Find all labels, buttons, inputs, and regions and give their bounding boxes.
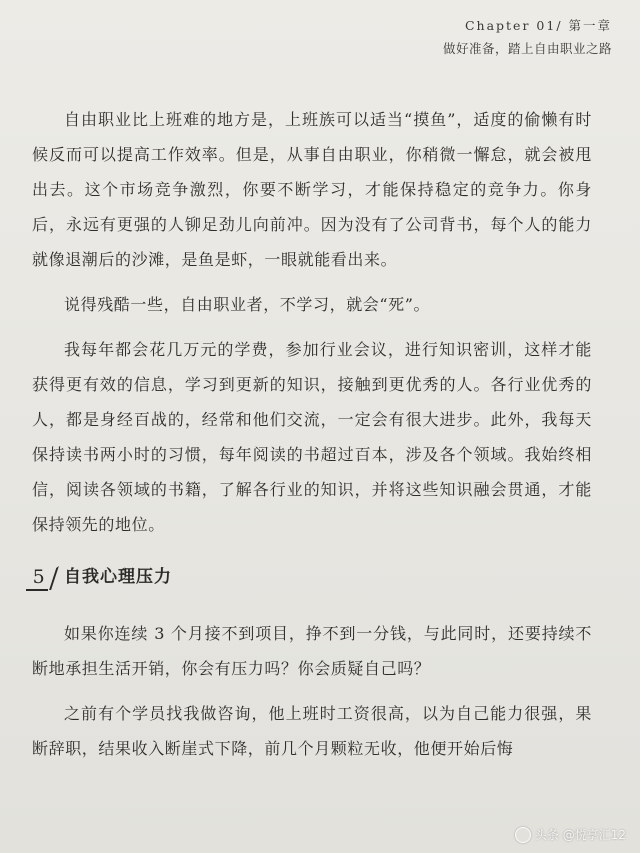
section-heading [26,560,592,594]
watermark [515,826,626,843]
page-body [32,102,592,776]
running-header [443,16,612,57]
chapter-label: Chapter 01/ 第一章 [464,18,612,33]
section-number: 5 [26,562,52,592]
chapter-subtitle: 做好准备，踏上自由职业之路 [442,41,612,56]
paragraph: 自由职业比上班难的地方是，上班族可以适当“摸鱼”，适度的偷懒有时候反而可以提高工作效率。但是，从事自由职业，你稍微一懈怠，就会被甩出去。这个市场竞争激烈，你要不断学习，才能保持稳定的竞争力。你身后，永远有更强的人铆足劲儿向前冲。因为没有了公司背书，每个人的能力就像退潮后的沙滩，是鱼是虾，一眼就能看出来。 [32,110,592,269]
section-title: 自我心理压力 [64,566,172,587]
watermark-text: 头条 @悦享汇12 [534,828,626,842]
paragraph: 如果你连续 3 个月接不到项目，挣不到一分钱，与此同时，还要持续不断地承担生活开销，你会有压力吗？你会质疑自己吗？ [32,624,592,678]
paragraph: 我每年都会花几万元的学费，参加行业会议，进行知识密训，这样才能获得更有效的信息，学习到更新的知识，接触到更优秀的人。各行业优秀的人，都是身经百战的，经常和他们交流，一定会有很大进步。此外，我每天保持读书两小时的习惯，每年阅读的书超过百本，涉及各个领域。我始终相信，阅读各领域的书籍，了解各行业的知识，并将这些知识融会贯通，才能保持领先的地位。 [32,340,592,534]
paragraph: 说得残酷一些，自由职业者，不学习，就会“死”。 [64,295,431,314]
paragraph: 之前有个学员找我做咨询，他上班时工资很高，以为自己能力很强，果断辞职，结果收入断崖式下降，前几个月颗粒无收，他便开始后悔 [32,704,592,758]
watermark-logo-icon [515,827,531,843]
